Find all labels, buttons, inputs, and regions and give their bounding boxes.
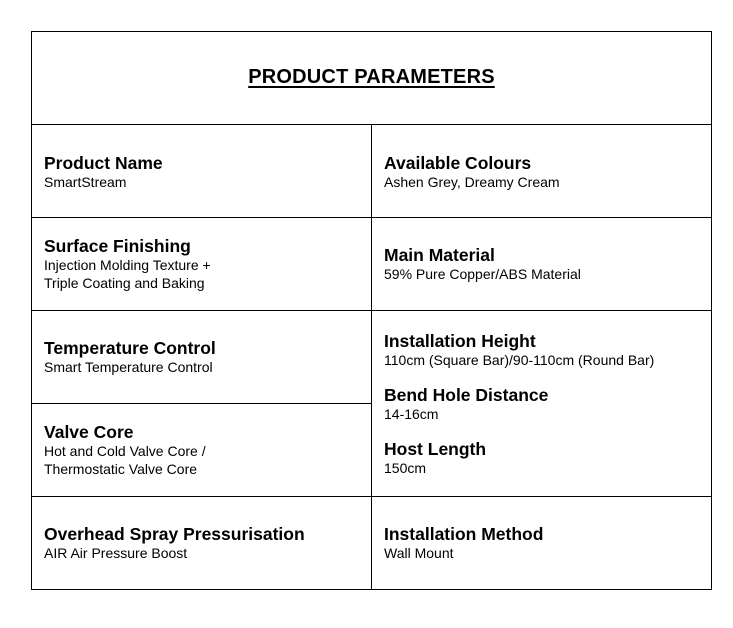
cell-valve-core [32, 404, 371, 496]
cell-main-material [372, 218, 711, 310]
param-label: Surface Finishing [44, 236, 191, 256]
param-value: AIR Air Pressure Boost [44, 545, 188, 561]
param-value: Injection Molding Texture + [44, 257, 211, 273]
param-value: 14-16cm [384, 405, 439, 422]
bend-hole-distance-group [384, 385, 711, 423]
cell-surface-finishing [32, 218, 371, 310]
param-label: Bend Hole Distance [384, 384, 549, 405]
param-label: Main Material [384, 245, 495, 265]
param-value: Triple Coating and Baking [44, 275, 205, 291]
param-value: Thermostatic Valve Core [44, 461, 198, 477]
param-value: 59% Pure Copper/ABS Material [384, 266, 581, 282]
param-value: SmartStream [44, 173, 127, 190]
cell-product-name [32, 126, 371, 217]
param-label: Installation Method [384, 524, 544, 544]
param-label: Installation Height [384, 330, 536, 351]
cell-temperature-control [32, 311, 371, 403]
param-value: 150cm [384, 459, 427, 476]
param-value: 110cm (Square Bar)/90-110cm (Round Bar) [384, 351, 655, 368]
title-row [32, 32, 711, 125]
param-label: Product Name [44, 152, 163, 173]
installation-height-group [384, 331, 711, 369]
param-label: Overhead Spray Pressurisation [44, 524, 305, 544]
product-parameters-table [31, 31, 712, 590]
cell-installation-specs [372, 311, 711, 496]
param-label: Available Colours [384, 152, 532, 173]
host-length-group [384, 439, 711, 477]
param-value: Wall Mount [384, 545, 454, 561]
page-title: PRODUCT PARAMETERS [248, 65, 495, 88]
param-label: Valve Core [44, 422, 134, 442]
param-label: Temperature Control [44, 338, 216, 358]
param-value: Ashen Grey, Dreamy Cream [384, 173, 560, 190]
param-value: Smart Temperature Control [44, 359, 213, 375]
param-label: Host Length [384, 438, 487, 459]
param-value: Hot and Cold Valve Core / [44, 443, 206, 459]
cell-installation-method [372, 497, 711, 589]
cell-overhead-spray-pressurisation [32, 497, 371, 589]
cell-available-colours [372, 126, 711, 217]
